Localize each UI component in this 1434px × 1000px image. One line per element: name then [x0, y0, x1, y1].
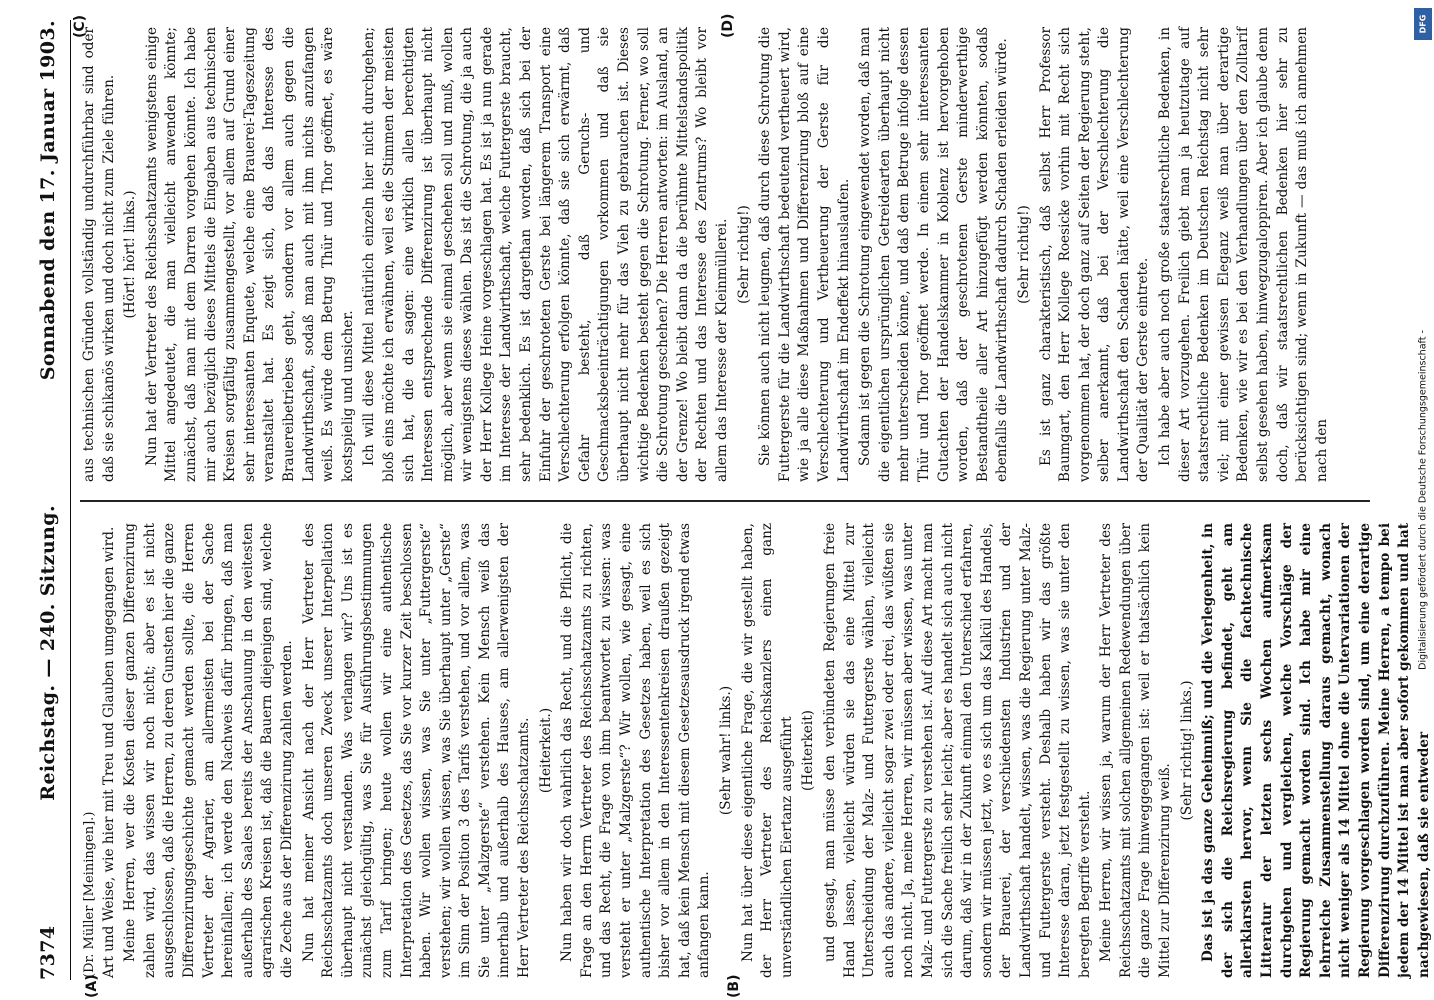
paragraph: Sie können auch nicht leugnen, daß durch diese Schrotung die Futtergerste für die Landwirthschaft bedeutend vertheuert wird, wie ja alle diese Maßnahmen und Differenzirung bloß auf eine Verschlechterung und Vertheuerung der Gerste für die Landwirthschaft im Endeffekt hinauslaufen. — [757, 27, 852, 482]
page-number: 7374 — [37, 925, 59, 980]
paragraph: Ich will diese Mittel natürlich einzeln hier nicht durchgehen; bloß eins möchte ich erwähnen, weil es die Stimmen der meisten sich hat, die da sagen: eine wirklich allen berechtigten Interessen entsprechende Differenzirung ist überhaupt nicht möglich, aber wenn sie einmal geschehen soll und muß, wollen wir wenigstens dieses wählen. Das ist die Schrotung, die ja auch der Herr Kollege Heine vorgeschlagen hat. Es ist ja nun gerade im Interesse der Landwirthschaft, welche Futtergerste braucht, sehr bedenklich. Es ist dargethan worden, daß sich bei der Einfuhr der geschroteten Gerste bei längerem Transport eine Verschlechterung erfolgen könnte, daß sie sich erwärmt, daß Gefahr besteht, daß Geruchs- und Geschmacksbeeinträchtigungen vorkommen und daß sie überhaupt nicht mehr für das Vieh zu gebrauchen ist. Dieses wichtige Bedenken besteht gegen die Schrotung. Ferner, wo soll die Schrotung geschehen? Die Herren antworten: im Ausland, an der Grenze! Wo bleibt dann da die berühmte Mittelstandspolitik der Rechten und das Interesse des Zentrums? Wo bleibt vor allem das Interesse der Kleinmüllerei. — [361, 27, 730, 482]
paragraph: (Hört! hört! links.) — [122, 190, 139, 319]
paragraph: (Heiterkeit) — [800, 710, 817, 791]
margin-marker-b: (B) — [726, 974, 742, 998]
paragraph: Nun hat über diese eigentliche Frage, die wir gestellt haben, der Herr Vertreter des Reichskanzlers einen ganz unverständlichen Eiertanz ausgeführt — [739, 523, 795, 978]
paragraph: Es ist ganz charakteristisch, daß selbst Herr Professor Baumgart, den Herr Kollege Roesicke vorhin mit Recht sich vorgenommen hat, der doch ganz auf Seiten der Regierung steht, selber anerkannt, daß bei der Verschlechterung die Landwirthschaft den Schaden hätte, weil eine Verschlechterung der Qualität der Gerste eintrete. — [1037, 27, 1152, 482]
column-divider — [80, 500, 1370, 502]
digitization-credit — [1414, 8, 1432, 992]
margin-marker-d: (D) — [720, 13, 736, 38]
paragraph: Art und Weise, wie hier mit Treu und Glauben umgegangen wird. — [100, 526, 117, 978]
paragraph: (Heiterkeit.) — [537, 707, 554, 794]
session-date: Sonnabend den 17. Januar 1903. — [37, 20, 59, 381]
paragraph: Nun hat meiner Ansicht nach der Herr Vertreter des Reichsschatzamts doch unseren Zweck unserer Interpellation überhaupt nicht verstanden. Was verlangen wir? Uns ist es zunächst gleichgültig, was Sie für Ausführungsbestimmungen zum Tarif bringen; heute wollen wir eine authentische Interpretation des Gesetzes, das Sie vor kurzer Zeit beschlossen haben. Wir wollen wissen, was Sie unter „Futtergerste“ verstehen; wir wollen wissen, was Sie überhaupt unter „Gerste“ im Sinn der Position 3 des Tarifs verstehen, und vor allem, was Sie unter „Malzgerste“ verstehen. Kein Mensch weiß das innerhalb und außerhalb des Hauses, am allerwenigsten der Herr Vertreter des Reichsschatzamts. — [300, 523, 533, 978]
right-paragraphs — [80, 27, 1332, 482]
speaker-label: (Dr. Müller [Meiningen].) — [82, 811, 97, 978]
paragraph: Nun hat der Vertreter des Reichsschatzamts wenigstens einige Mittel angedeutet, die man vielleicht anwenden könnte; zunächst, daß man mit dem Darren vorgehen könnte. Ich habe mir auch bezüglich dieses Mittels die Eingaben aus technischen Kreisen sorgfältig zusammengestellt, vor allem auf Grund einer sehr interessanten Enquete, welche eine Brauerei-Tageszeitung veranstaltet hat. Es zeigt sich, daß das Interesse des Brauereibetriebes geht, sondern vor allem auch gegen die Landwirthschaft, sodaß man auch mit ihm nichts anzufangen weiß. Es würde dem Betrug Thür und Thor geöffnet, es wäre kostspielig und unsicher. — [143, 27, 356, 482]
header-rule — [70, 20, 71, 980]
paragraph: Sodann ist gegen die Schrotung eingewendet worden, daß man die eigentlichen ursprünglichen Getreidearten überhaupt nicht mehr unterscheiden könne, und daß dem Betruge infolge dessen Thür und Thor geöffnet werde. In einem sehr interessanten Gutachten der Handelskammer in Koblenz ist hervorgehoben worden, daß der geschrotenen Gerste minderwerthige Bestandtheile aller Art hinzugefügt werden könnten, sodaß ebenfalls die Landwirthschaft dadurch Schaden erleiden würde. — [857, 27, 1011, 482]
paragraph: und gesagt, man müsse den verbündeten Regierungen freie Hand lassen, vielleicht würden sie das eine Mittel zur Unterscheidung der Malz- und Futtergerste wählen, vielleicht auch das andere, vielleicht sogar zwei oder drei, das wüßten sie noch nicht. Ja, meine Herren, wir müssen aber wissen, was unter Malz- und Futtergerste zu verstehen ist. Auf diese Art macht man sich die Sache freilich sehr leicht; aber es handelt sich auch nicht darum, daß wir in der Zukunft einmal den Unterschied erfahren, sondern wir müssen jetzt, wo es sich um das Kalkül des Handels, der Brauerei, der verschiedensten Industrien und der Landwirthschaft handelt, wissen, was die Regierung unter Malz- und Futtergerste versteht. Deshalb haben wir das größte Interesse daran, jetzt festgestellt zu wissen, was sie unter den beregten Begriffe versteht. — [821, 523, 1093, 978]
left-paragraphs — [100, 523, 1434, 978]
credit-text: Digitalisierung gefördert durch die Deutsche Forschungsgemeinschaft - — [1417, 330, 1429, 670]
dfg-logo: DFG — [1414, 8, 1432, 40]
session-title: Reichstag. — 240. Sitzung. — [37, 505, 59, 801]
paragraph: (Sehr richtig!) — [1015, 205, 1032, 304]
running-head — [28, 20, 68, 980]
paragraph: Nun haben wir doch wahrlich das Recht, und die Pflicht, die Frage an den Herrn Vertreter des Reichsschatzamts zu richten, und das Recht, die Frage von ihm beantwortet zu wissen: was versteht er unter „Malzgerste“? Wir wollen, wie gesagt, eine authentische Interpretation des Gesetzes haben, weil es sich bisher vor allem in den Interessentenkreisen draußen gezeigt hat, daß kein Mensch mit diesem Gesetzesausdruck irgend etwas anfangen kann. — [559, 523, 713, 978]
paragraph: (Sehr richtig!) — [735, 205, 752, 304]
margin-marker-a: (A) — [84, 974, 100, 998]
right-column — [80, 27, 1380, 482]
paragraph: Meine Herren, wer die Kosten dieser ganzen Differenzirung zahlen wird, das wissen wir noch nicht; aber es ist nicht ausgeschlossen, daß die Herren, zu deren Gunsten hier die ganze Differenzirungsgeschichte gemacht werden sollte, die Herren Vertreter der Agrarier, am allermeisten bei der Sache hereinfallen; ich werde den Nachweis dafür bringen, daß man außerhalb des Saales bereits der Anschauung in den weitesten agrarischen Kreisen ist, daß die Bauern diejenigen sind, welche die Zeche aus der Differenzirung zahlen werden. — [122, 523, 295, 978]
left-column — [80, 523, 1432, 978]
margin-marker-c: (C) — [72, 14, 88, 38]
paragraph: Das ist ja das ganze Geheimniß; und die Verlegenheit, in der sich die Reichsregierung befindet, geht am allerklarsten hervor, wenn Sie die fachtechnische Litteratur der letzten sechs Wochen aufmerksam durchgehen und vergleichen, welche Vorschläge der Regierung gemacht worden sind. Ich habe mir eine lehrreiche Zusammenstellung daraus gemacht, wonach nicht weniger als 14 Mittel ohne die Untervariationen der Regierung vorgeschlagen worden sind, um eine derartige Differenzirung durchzuführen. Meine Herren, a tempo bei jedem der 14 Mittel ist man aber sofort gekommen und hat nachgewiesen, daß sie entweder — [1200, 523, 1432, 978]
paragraph: (Sehr wahr! links.) — [718, 685, 734, 816]
paragraph: Ich habe aber auch noch große staatsrechtliche Bedenken, in dieser Art vorzugehen. Freilich giebt man ja heutzutage auf staatsrechtliche Bedenken im Deutschen Reichstag nicht sehr viel; mit einer gewissen Eleganz weiß man über derartige Bedenken, wie wir es bei den Verhandlungen über den Zolltarif selbst gesehen haben, hinwegzugaloppiren. Aber ich glaube denn doch, daß wir staatsrechtlichen Bedenken hier sehr zu berücksichtigen sind; wenn in Zukunft — das muß ich annehmen nach den — [1157, 27, 1330, 482]
paragraph: (Sehr richtig! links.) — [1178, 680, 1195, 821]
paragraph: Meine Herren, wir wissen ja, warum der Herr Vertreter des Reichsschatzamts mit solchen allgemeinen Redewendungen über die ganze Frage hinweggegangen ist: weil er thatsächlich kein Mittel zur Differenzirung weiß. — [1098, 523, 1174, 978]
paragraph: aus technischen Gründen vollständig undurchführbar sind oder daß sie schikanös wirken und doch nicht zum Ziele führen. — [81, 27, 117, 482]
